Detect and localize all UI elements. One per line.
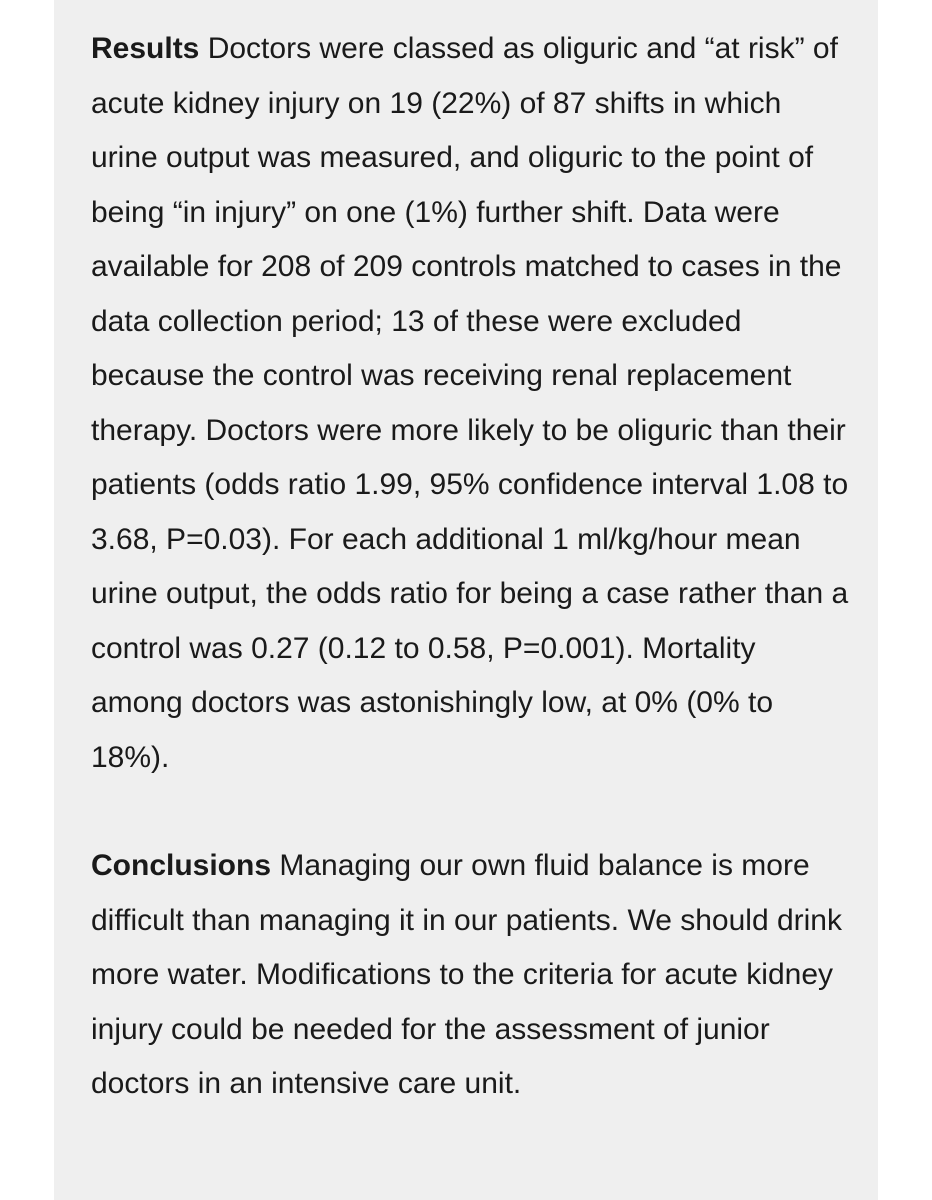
conclusions-body: Managing our own fluid balance is more difficult than managing it in our patients. We should drink more water. Modifications to the criteria for acute kidney injury could be needed for the assessment of junior doctors in an intensive care unit. [91, 849, 842, 1100]
results-body: Doctors were classed as oliguric and “at risk” of acute kidney injury on 19 (22%) of 87 shifts in which urine output was measured, and oliguric to the point of being “in injury” on one (1%) further shift. Data were available for 208 of 209 controls matched to cases in the data collection period; 13 of these were excluded because the control was receiving renal replacement therapy. Doctors were more likely to be oliguric than their patients (odds ratio 1.99, 95% confidence interval 1.08 to 3.68, P=0.03). For each additional 1 ml/kg/hour mean urine output, the odds ratio for being a case rather than a control was 0.27 (0.12 to 0.58, P=0.001). Mortality among doctors was astonishingly low, at 0% (0% to 18%). [91, 32, 849, 774]
conclusions-paragraph [91, 839, 851, 1112]
results-heading: Results [91, 32, 200, 65]
abstract-panel [54, 0, 878, 1200]
conclusions-heading: Conclusions [91, 849, 272, 882]
abstract-text [91, 22, 851, 1112]
results-paragraph [91, 22, 851, 785]
